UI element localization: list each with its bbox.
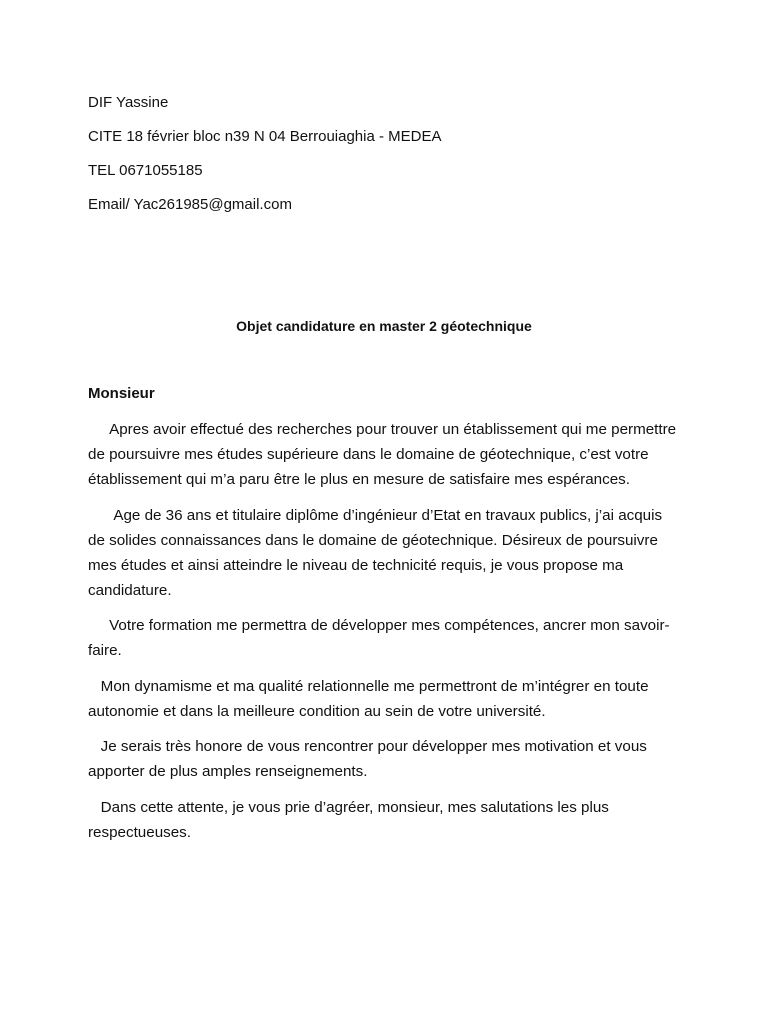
- body-paragraph: Votre formation me permettra de développer mes compétences, ancrer mon savoir-faire.: [88, 617, 670, 659]
- sender-address: CITE 18 février bloc n39 N 04 Berrouiaghia - MEDEA: [88, 128, 442, 145]
- letter-body: [88, 417, 681, 855]
- sender-email: Email/ Yac261985@gmail.com: [88, 196, 292, 213]
- salutation: Monsieur: [88, 385, 155, 402]
- body-paragraph: Age de 36 ans et titulaire diplôme d’ingénieur d’Etat en travaux publics, j’ai acquis de solides connaissances dans le domaine de géotechnique. Désireux de poursuivre mes études et ainsi atteindre le niveau de technicité requis, je vous propose ma candidature.: [88, 506, 667, 599]
- subject-line: Objet candidature en master 2 géotechnique: [236, 318, 532, 334]
- body-paragraph: Apres avoir effectué des recherches pour trouver un établissement qui me permettre de poursuivre mes études supérieure dans le domaine de géotechnique, c’est votre établissement qui m’a paru être le plus en mesure de satisfaire mes espérances.: [88, 421, 681, 488]
- sender-block: [88, 92, 688, 228]
- sender-name: DIF Yassine: [88, 94, 169, 111]
- body-paragraph: Je serais très honore de vous rencontrer pour développer mes motivation et vous apporter de plus amples renseignements.: [88, 738, 652, 780]
- sender-phone: TEL 0671055185: [88, 162, 203, 179]
- body-paragraph: Dans cette attente, je vous prie d’agréer, monsieur, mes salutations les plus respectueuses.: [88, 798, 614, 841]
- body-paragraph: Mon dynamisme et ma qualité relationnelle me permettront de m’intégrer en toute autonomie et dans la meilleure condition au sein de votre université.: [88, 677, 653, 720]
